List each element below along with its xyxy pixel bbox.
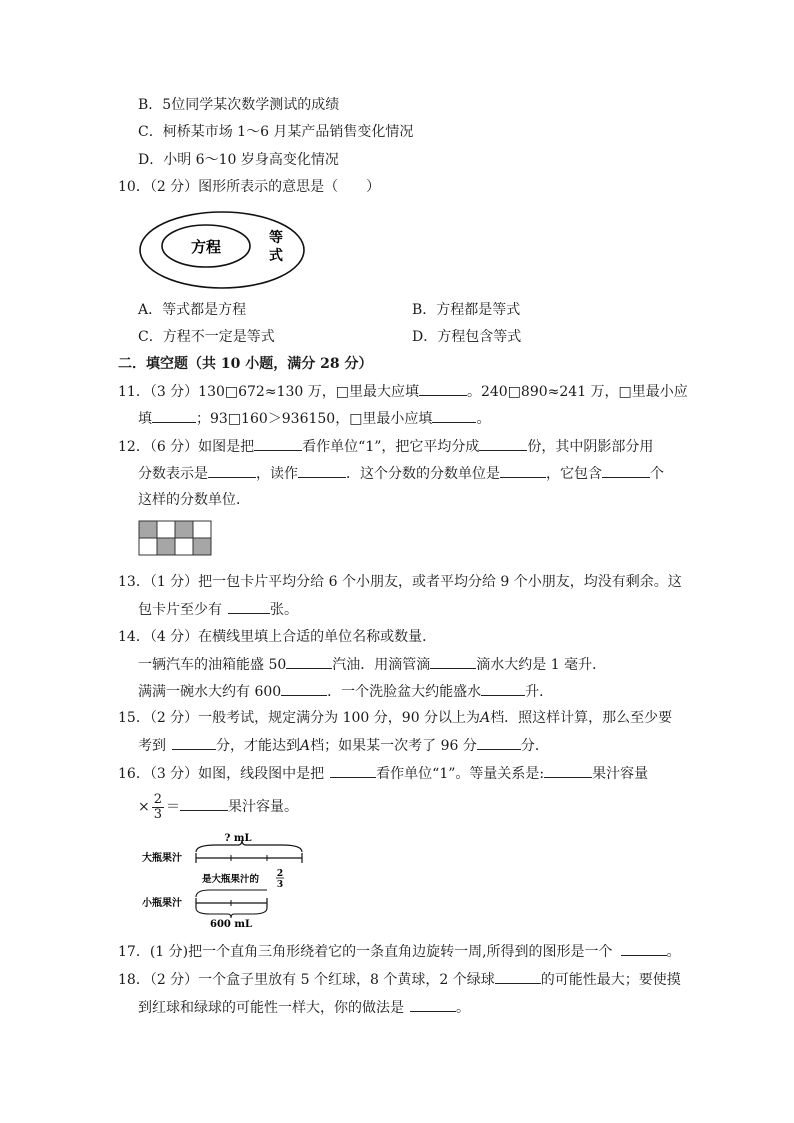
q11-blank-3[interactable]	[432, 408, 476, 423]
q11-text-2c: 。	[476, 411, 491, 427]
q11-line-2	[138, 408, 490, 429]
q14-blank-1[interactable]	[286, 654, 332, 669]
q18-text-2b: 。	[456, 1000, 470, 1016]
q13-line-1: 13．（1 分）把一包卡片平均分给 6 个小朋友，或者平均分给 9 个小朋友，均没有剩余。这	[118, 574, 682, 590]
q18-text-2a: 到红球和绿球的可能性一样大，你的做法是	[138, 1000, 404, 1016]
q16-blank-1[interactable]	[330, 763, 376, 778]
q13-text-2a: 包卡片至少有	[138, 602, 222, 618]
grid-cell-shaded	[139, 521, 157, 538]
q15-text-2d: 档；如果某一次考了 96 分	[310, 738, 477, 754]
q14-text-3c: 升．	[525, 684, 554, 700]
q16-line-1	[118, 763, 648, 784]
q18-line-1	[118, 969, 681, 990]
q18-blank-2[interactable]	[410, 997, 456, 1012]
q16-segment-diagram	[140, 830, 310, 928]
q13-line-2	[138, 599, 298, 620]
q15-text-2b: 分，才能达到	[216, 738, 300, 754]
q11-line-1	[118, 381, 688, 402]
q12-text-2b: ，读作	[256, 466, 298, 482]
grid-cell-empty	[175, 538, 193, 555]
q14-blank-2[interactable]	[430, 654, 476, 669]
grid-cell-shaded	[193, 538, 211, 555]
q18-text-1a: 18．（2 分）一个盒子里放有 5 个红球，8 个黄球，2 个绿球	[118, 972, 495, 988]
q13-text-2b: 张。	[270, 602, 298, 618]
q17-text-1a: 17．(1 分)把一个直角三角形绕着它的一条直角边旋转一周,所得到的图形是一个	[118, 944, 613, 960]
q14-text-2b: 汽油．用滴管滴	[332, 657, 431, 673]
q16-fraction-denominator: 3	[153, 806, 163, 822]
grid-cell-shaded	[157, 538, 175, 555]
q12-text-1b: 看作单位“1”，把它平均分成	[302, 439, 480, 455]
q18-blank-1[interactable]	[495, 969, 541, 984]
grid-cell-empty	[193, 521, 211, 538]
q16-text-2c: 果汁容量。	[228, 799, 299, 815]
q15-text-1a: 15．（2 分）一般考试，规定满分为 100 分，90 分以上为	[118, 710, 481, 726]
q15-line-2	[138, 735, 549, 756]
q12-blank-2[interactable]	[479, 436, 527, 451]
q12-blank-4[interactable]	[298, 463, 346, 478]
small-bottle-bottom-brace	[196, 908, 267, 918]
q17-text-1b: 。	[666, 944, 681, 960]
q15-text-1c: 档．照这样计算，那么至少要	[490, 710, 673, 726]
q14-text-3b: ．一个洗脸盆大约能盛水	[327, 684, 482, 700]
venn-outer-label-1: 等	[269, 230, 283, 246]
q12-text-2d: ，它包含	[546, 466, 602, 482]
q18-text-1b: 的可能性最大；要使摸	[540, 972, 681, 988]
q16-fraction-numerator: 2	[153, 791, 163, 807]
q11-text-2b: ；93□160＞936150，□里最小应填	[196, 411, 433, 427]
q11-text-1b: 。240□890≈241 万，□里最小应	[466, 384, 688, 400]
q16-times-sign: ×	[138, 799, 150, 815]
small-note-fraction-numerator: 2	[276, 869, 284, 879]
q14-text-3a: 满满一碗水大约有 600	[138, 684, 282, 700]
q12-blank-3[interactable]	[208, 463, 256, 478]
venn-outer-label-2: 式	[269, 248, 283, 264]
q10-option-b: B．方程都是等式	[412, 302, 521, 318]
q9-option-d: D．小明 6～10 岁身高变化情况	[138, 152, 339, 168]
q12-line-1	[118, 436, 653, 457]
q11-text-2a: 填	[138, 411, 152, 427]
q16-line-2	[138, 792, 298, 822]
q9-option-b: B．5位同学某次数学测试的成绩	[138, 97, 340, 113]
big-bottle-label: 大瓶果汁	[142, 853, 182, 864]
grid-cell-shaded	[175, 521, 193, 538]
q12-shaded-grid	[138, 520, 212, 556]
q15-blank-1[interactable]	[172, 735, 216, 750]
q12-blank-6[interactable]	[602, 463, 650, 478]
q17-blank-1[interactable]	[621, 941, 667, 956]
q18-line-2	[138, 997, 470, 1018]
grid-cell-empty	[139, 538, 157, 555]
grid-cell-empty	[157, 521, 175, 538]
q11-blank-2[interactable]	[152, 408, 196, 423]
small-bottle-top-brace	[196, 890, 267, 897]
q15-text-2e: 分．	[520, 738, 549, 754]
venn-inner-label: 方程	[190, 238, 222, 256]
small-bottle-note: 是大瓶果汁的	[202, 874, 260, 885]
q14-blank-3[interactable]	[281, 681, 327, 696]
q12-blank-1[interactable]	[254, 436, 302, 451]
q11-blank-1[interactable]	[419, 381, 467, 396]
q12-blank-5[interactable]	[500, 463, 546, 478]
small-bottle-value-label: 600 mL	[210, 919, 252, 928]
q16-equals-sign: ＝	[166, 799, 181, 815]
q15-line-1	[118, 708, 672, 728]
q14-line-3	[138, 681, 553, 702]
q12-text-2c: ．这个分数的分数单位是	[346, 466, 500, 482]
q13-blank-1[interactable]	[228, 599, 270, 614]
q12-line-2	[138, 463, 664, 484]
q14-line-1: 14．（4 分）在横线里填上合适的单位名称或数量．	[118, 629, 437, 645]
q16-text-1a: 16．（3 分）如图，线段图中是把	[118, 766, 325, 782]
q10-option-c: C．方程不一定是等式	[138, 329, 275, 345]
q11-text-1a: 11．（3 分）130□672≈130 万，□里最大应填	[118, 384, 419, 400]
q12-text-2a: 分数表示是	[138, 466, 208, 482]
q12-text-1a: 12．（6 分）如图是把	[118, 439, 255, 455]
q14-line-2	[138, 654, 606, 675]
q12-line-3: 这样的分数单位．	[138, 492, 250, 508]
q12-text-1c: 份，其中阴影部分用	[527, 439, 654, 455]
q14-text-2c: 滴水大约是 1 毫升．	[476, 657, 607, 673]
q16-text-1b: 看作单位“1”。等量关系是:	[376, 766, 545, 782]
small-note-fraction-denominator: 3	[276, 880, 284, 890]
q12-text-2e: 个	[650, 466, 664, 482]
small-bottle-label: 小瓶果汁	[142, 898, 182, 909]
q16-fraction	[152, 793, 164, 822]
big-bottle-value-label: ? mL	[224, 833, 252, 844]
q14-text-2a: 一辆汽车的油箱能盛 50	[138, 657, 287, 673]
q10-stem: 10．（2 分）图形所表示的意思是（ ）	[118, 179, 381, 195]
q10-venn-diagram	[136, 210, 312, 292]
q16-blank-3[interactable]	[180, 796, 228, 811]
q16-text-1c: 果汁容量	[592, 766, 649, 782]
q14-blank-4[interactable]	[481, 681, 525, 696]
q10-option-d: D．方程包含等式	[412, 329, 522, 345]
q15-blank-2[interactable]	[477, 735, 521, 750]
q15-grade-a-1: A	[480, 710, 491, 726]
q10-option-a: A．等式都是方程	[138, 302, 247, 318]
section-2-title: 二．填空题（共 10 小题，满分 28 分）	[118, 356, 373, 372]
q15-grade-a-2: A	[300, 738, 311, 754]
q16-blank-2[interactable]	[544, 763, 592, 778]
q17-line-1	[118, 941, 681, 962]
q9-option-c: C．柯桥某市场 1～6 月某产品销售变化情况	[138, 124, 414, 140]
q15-text-2a: 考到	[138, 738, 166, 754]
